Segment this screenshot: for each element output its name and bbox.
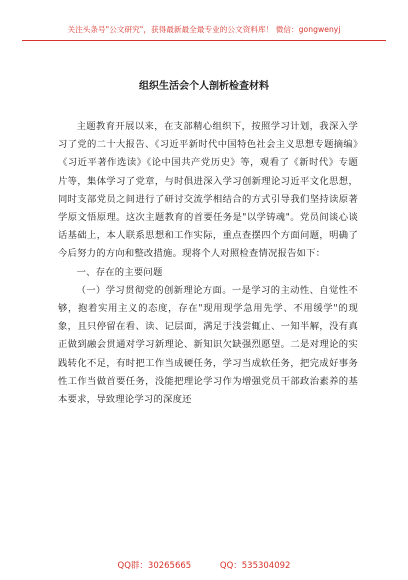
document-title: 组织生活会个人剖析检查材料	[139, 81, 269, 92]
document-body	[58, 118, 358, 409]
paragraph-problems: （一）学习贯彻党的创新理论方面。一是学习的主动性、自觉性不够，抱着实用主义的态度，存在"现用现学急用先学、不用缓学"的现象，且只停留在看、读、记层面，满足于浅尝辄止、一知半解，没有真正做到融会贯通对学习新理论、新知识欠缺强烈愿望。二是对理论的实践转化不足，有时把工作当成硬任务，学习当成软任务，把完成好事务性工作当做首要任务，没能把理论学习作为增强党员干部政治素养的基本要求，导致理论学习的深度还	[58, 284, 358, 406]
footer-qq-group: QQ群：30265665	[117, 561, 192, 571]
header-divider	[22, 40, 386, 41]
section-heading: 一、存在的主要问题	[76, 266, 163, 278]
footer-contact	[0, 559, 408, 571]
footer-qq: QQ：535304092	[219, 561, 291, 571]
paragraph-intro: 主题教育开展以来，在支部精心组织下，按照学习计划，我深入学习了党的二十大报告、《习近平新时代中国特色社会主义思想专题摘编》《习近平著作选读》《论中国共产党历史》等，观看了《新时代》专题片等，集体学习了党章，与时俱进深入学习创新理论习近平文化思想，同时支部党员之间进行了研讨交流学相结合的方式引导我们坚持读原著学原文悟原理。这次主题教育的首要任务是"以学铸魂"。党员间谈心谈话基础上，本人联系思想和工作实际，重点查摆四个方面问题，明确了今后努力的方向和整改措施。现将个人对照检查情况报告如下：	[58, 121, 358, 260]
header-banner: 关注头条号"公文研究"，获得最新最全最专业的公文资料库！ 微信：gongwenyj	[67, 25, 341, 34]
